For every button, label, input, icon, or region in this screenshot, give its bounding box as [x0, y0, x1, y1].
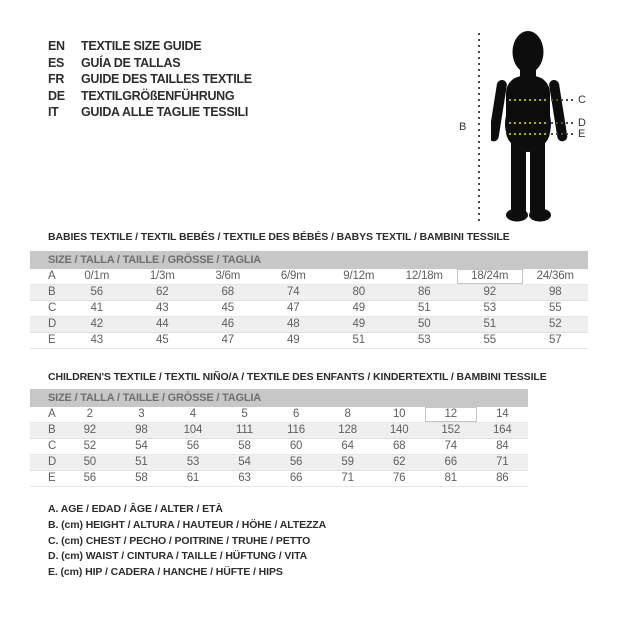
table-cell: 51: [483, 318, 496, 330]
table-cell: 86: [418, 286, 431, 298]
table-cell: 86: [496, 472, 509, 484]
size-header-band: SIZE / TALLA / TAILLE / GRÖSSE / TAGLIA: [30, 251, 588, 269]
height-label: B: [459, 121, 467, 133]
table-cell: 92: [483, 286, 496, 298]
table-cell: 68: [392, 440, 406, 452]
table-cell: 46: [221, 318, 234, 330]
table-cell: 74: [287, 286, 300, 298]
table-cell: 56: [289, 456, 303, 468]
language-row: [48, 38, 252, 55]
row-letter: C: [48, 302, 57, 314]
table-cell: 98: [135, 424, 148, 436]
table-cell: 1/3m: [149, 270, 175, 282]
table-cell: 10: [392, 408, 406, 420]
waist-dots-callout: [551, 122, 575, 124]
table-cell: 4: [189, 408, 196, 420]
row-letter: A: [48, 408, 56, 420]
table-cell: 56: [90, 286, 103, 298]
table-cell: 45: [221, 302, 234, 314]
table-row: [30, 269, 588, 285]
legend-line: E. (cm) HIP / CADERA / HANCHE / HÜFTE / HIPS: [48, 566, 283, 579]
table-cell: 2: [86, 408, 93, 420]
legend-line: C. (cm) CHEST / PECHO / POITRINE / TRUHE / PETTO: [48, 534, 311, 547]
highlighted-size-cell: 12: [425, 407, 477, 422]
language-code: EN: [48, 39, 65, 54]
table-cell: 63: [238, 472, 251, 484]
language-title: GUÍA DE TALLAS: [81, 55, 181, 70]
table-cell: 140: [389, 424, 409, 436]
table-cell: 8: [344, 408, 351, 420]
table-cell: 52: [83, 440, 96, 452]
legend-line: D. (cm) WAIST / CINTURA / TAILLE / HÜFTUNG / VITA: [48, 550, 308, 563]
table-cell: 53: [186, 456, 200, 468]
table-cell: 104: [183, 424, 203, 436]
language-row: [48, 71, 252, 88]
row-letter: C: [48, 440, 57, 452]
language-title: GUIDA ALLE TAGLIE TESSILI: [81, 105, 249, 120]
table-cell: 51: [418, 302, 431, 314]
table-cell: 68: [221, 286, 234, 298]
table-row: [30, 439, 528, 455]
table-cell: 55: [483, 334, 496, 346]
table-row: [30, 455, 528, 471]
waist-measure-line: [455, 122, 615, 124]
row-letter: E: [48, 472, 56, 484]
table-cell: 50: [83, 456, 96, 468]
table-cell: 81: [444, 472, 457, 484]
table-cell: 43: [90, 334, 103, 346]
table-cell: 66: [444, 456, 457, 468]
language-code: IT: [48, 105, 59, 120]
language-title: TEXTILE SIZE GUIDE: [81, 39, 202, 54]
table-cell: 47: [287, 302, 300, 314]
language-row: [48, 88, 252, 105]
table-cell: 0/1m: [84, 270, 110, 282]
table-cell: 48: [287, 318, 300, 330]
children-size-table: [30, 389, 528, 487]
table-cell: 51: [135, 456, 148, 468]
language-code: DE: [48, 88, 65, 103]
table-row: [30, 333, 588, 349]
table-cell: 6/9m: [280, 270, 306, 282]
chest-dots-callout: [551, 99, 575, 101]
row-letter: A: [48, 270, 56, 282]
table-cell: 58: [135, 472, 148, 484]
child-figure: [455, 20, 615, 235]
table-row: [30, 471, 528, 487]
children-section-heading: CHILDREN'S TEXTILE / TEXTIL NIÑO/A / TEXTILE DES ENFANTS / KINDERTEXTIL / BAMBINI TESSILE: [48, 371, 547, 383]
size-header-band: SIZE / TALLA / TAILLE / GRÖSSE / TAGLIA: [30, 389, 528, 407]
measurement-legend: [48, 502, 326, 581]
table-cell: 12/18m: [405, 270, 443, 282]
table-cell: 53: [483, 302, 496, 314]
hip-label: E: [578, 128, 586, 140]
table-cell: 51: [352, 334, 365, 346]
table-cell: 76: [392, 472, 406, 484]
table-cell: 57: [549, 334, 562, 346]
highlighted-size-cell: 18/24m: [457, 269, 523, 284]
babies-size-table: [30, 251, 588, 349]
table-cell: 6: [292, 408, 300, 420]
row-letter: E: [48, 334, 56, 346]
legend-line: A. AGE / EDAD / ÂGE / ALTER / ETÀ: [48, 503, 223, 515]
table-cell: 43: [156, 302, 169, 314]
language-code: ES: [48, 55, 65, 70]
table-cell: 49: [352, 318, 365, 330]
table-cell: 58: [238, 440, 251, 452]
chest-measure-line: [455, 99, 615, 101]
table-cell: 128: [338, 424, 357, 436]
table-cell: 74: [444, 440, 457, 452]
table-cell: 111: [236, 424, 253, 436]
table-cell: 49: [287, 334, 300, 346]
table-cell: 24/36m: [536, 270, 574, 282]
table-cell: 54: [135, 440, 148, 452]
table-cell: 50: [418, 318, 431, 330]
table-row: [30, 317, 588, 333]
table-cell: 59: [341, 456, 354, 468]
legend-line: B. (cm) HEIGHT / ALTURA / HAUTEUR / HÖHE / ALTEZZA: [48, 518, 327, 531]
table-cell: 71: [341, 472, 354, 484]
table-cell: 49: [352, 302, 365, 314]
language-row: [48, 104, 252, 121]
height-measure-line: [478, 33, 480, 223]
table-cell: 52: [549, 318, 562, 330]
table-cell: 98: [549, 286, 562, 298]
language-list: [48, 38, 252, 121]
table-cell: 56: [186, 440, 200, 452]
waist-dots-body: [509, 122, 547, 124]
child-silhouette-image: [491, 24, 573, 226]
table-cell: 55: [549, 302, 562, 314]
table-cell: 9/12m: [343, 270, 375, 282]
row-letter: D: [48, 318, 57, 330]
table-cell: 80: [352, 286, 365, 298]
hip-measure-line: [455, 133, 615, 135]
language-code: FR: [48, 72, 65, 87]
table-cell: 54: [238, 456, 251, 468]
row-letter: B: [48, 424, 56, 436]
table-row: [30, 301, 588, 317]
table-cell: 44: [156, 318, 169, 330]
table-row: [30, 407, 528, 423]
table-cell: 152: [441, 424, 461, 436]
table-cell: 3: [138, 408, 145, 420]
row-letter: D: [48, 456, 57, 468]
language-title: GUIDE DES TAILLES TEXTILE: [81, 72, 252, 87]
table-cell: 45: [156, 334, 169, 346]
table-cell: 42: [90, 318, 103, 330]
table-cell: 61: [186, 472, 200, 484]
language-row: [48, 55, 252, 72]
chest-dots-body: [509, 99, 547, 101]
table-cell: 60: [289, 440, 303, 452]
hip-dots-body: [509, 133, 547, 135]
language-title: TEXTILGRÖßENFÜHRUNG: [81, 88, 235, 103]
table-cell: 53: [418, 334, 431, 346]
table-cell: 116: [287, 424, 305, 436]
table-cell: 64: [341, 440, 354, 452]
table-cell: 56: [83, 472, 96, 484]
babies-section-heading: BABIES TEXTILE / TEXTIL BEBÉS / TEXTILE DES BÉBÉS / BABYS TEXTIL / BAMBINI TESSILE: [48, 231, 510, 243]
table-cell: 62: [392, 456, 406, 468]
table-row: [30, 423, 528, 439]
row-letter: B: [48, 286, 56, 298]
table-row: [30, 285, 588, 301]
waist-label: D: [578, 117, 586, 129]
table-cell: 41: [90, 302, 103, 314]
table-cell: 3/6m: [215, 270, 241, 282]
table-cell: 164: [492, 424, 512, 436]
table-cell: 5: [241, 408, 248, 420]
table-cell: 84: [496, 440, 509, 452]
table-cell: 66: [289, 472, 303, 484]
hip-dots-callout: [551, 133, 575, 135]
chest-label: C: [578, 94, 586, 106]
table-cell: 62: [156, 286, 169, 298]
table-cell: 14: [496, 408, 509, 420]
table-cell: 47: [221, 334, 234, 346]
table-cell: 92: [83, 424, 96, 436]
table-cell: 71: [496, 456, 509, 468]
